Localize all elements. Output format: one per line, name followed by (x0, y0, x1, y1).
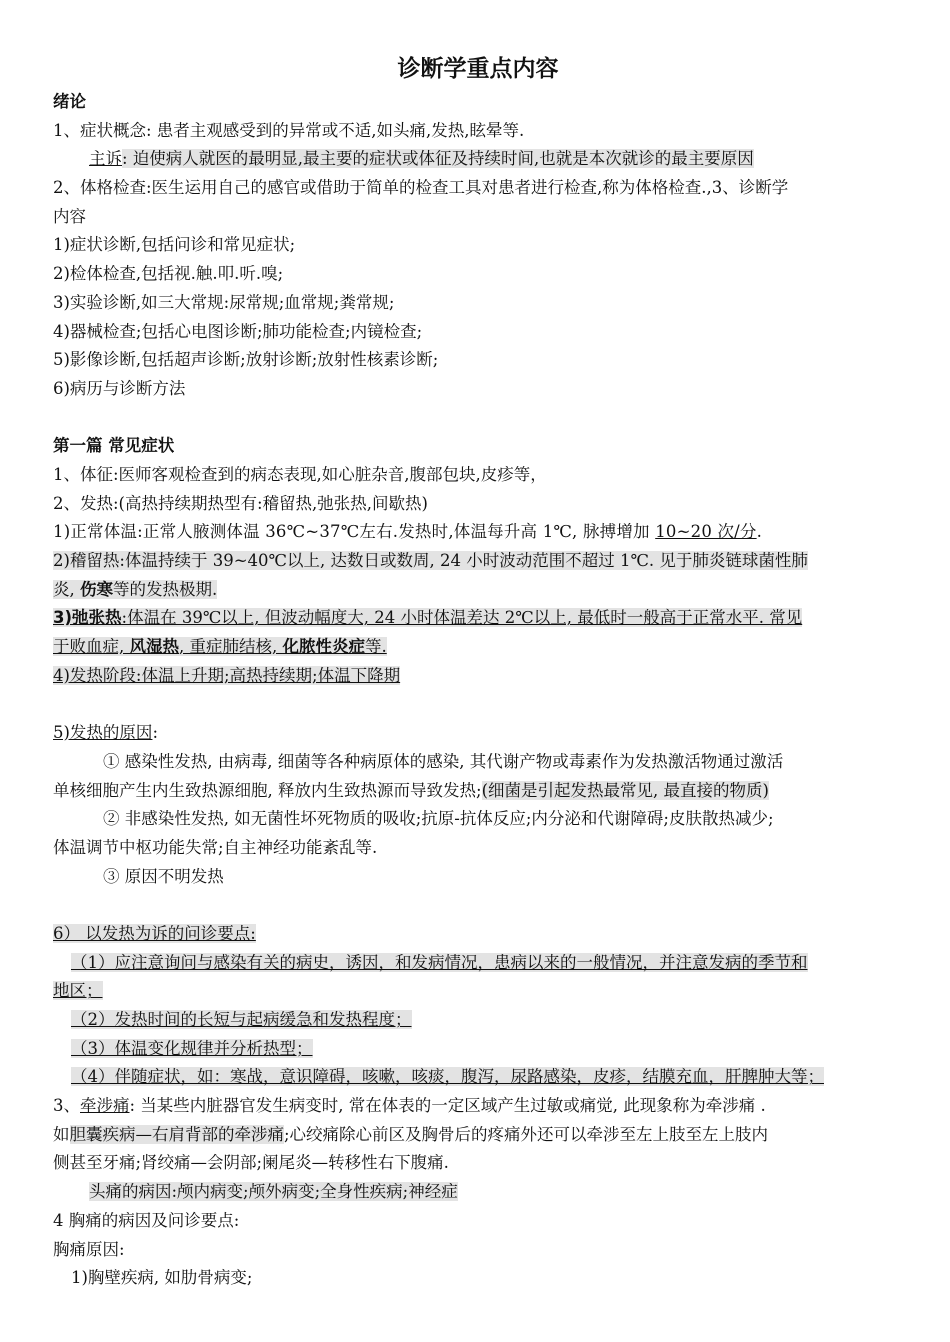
spacer (53, 690, 903, 719)
paragraph-headache-causes (53, 1178, 903, 1207)
paragraph-noninfectious-fever-cont: 体温调节中枢功能失常;自主神经功能紊乱等. (53, 837, 378, 857)
inquiry-point-1-cont (53, 977, 903, 1006)
remittent-fever-cont (53, 637, 387, 656)
inquiry-points-heading: 6） 以发热为诉的问诊要点: (53, 923, 256, 943)
inquiry-point-2 (53, 1006, 903, 1035)
paragraph-continued-fever (53, 547, 903, 576)
spacer (53, 891, 903, 920)
paragraph-referred-pain (53, 1092, 903, 1121)
paragraph-chest-pain: 4 胸痛的病因及问诊要点: (53, 1210, 240, 1230)
text-segment: 等. (364, 637, 387, 657)
list-item: 3)实验诊断,如三大常规:尿常规;血常规;粪常规; (53, 292, 395, 312)
paragraph-fever: 2、发热:(高热持续期热型有:稽留热,弛张热,间歇热) (53, 493, 428, 513)
paragraph-physical-exam: 2、体格检查:医生运用自己的感官或借助于简单的检查工具对患者进行检查,称为体格检查.,3、诊断学 (53, 178, 789, 198)
text-segment: , 重症肺结核, (179, 637, 283, 657)
paragraph-fever-causes (53, 719, 903, 748)
paragraph-physical-exam-cont: 内容 (53, 206, 86, 226)
term-chief-complaint: 主诉 (89, 149, 122, 169)
term-remittent-fever: 3)弛张热 (53, 608, 122, 628)
gallbladder-example: 胆囊疾病—右肩背部的牵涉痛 (69, 1124, 284, 1144)
inquiry-point-3 (53, 1035, 903, 1064)
paragraph-infectious-fever: ① 感染性发热, 由病毒, 细菌等各种病原体的感染, 其代谢产物或毒素作为发热激活物通过激活 (103, 751, 784, 771)
paragraph-remittent-fever (53, 604, 903, 633)
text-segment: 如 (53, 1124, 70, 1144)
paragraph-remittent-fever-cont (53, 633, 903, 662)
fever-causes-heading: 5)发热的原因 (53, 723, 153, 743)
inquiry-point-text: （1）应注意询问与感染有关的病史，诱因，和发病情况，患病以来的一般情况，并注意发病的季节和 (71, 952, 808, 972)
paragraph-fever-stages (53, 662, 903, 691)
paragraph-continued-fever-cont (53, 576, 903, 605)
paragraph-inquiry-points (53, 920, 903, 949)
paragraph-referred-pain-cont (53, 1121, 903, 1150)
text-segment: 于败血症, (53, 637, 130, 657)
list-item: 5)影像诊断,包括超声诊断;放射诊断;放射性核素诊断; (53, 350, 439, 370)
spacer (53, 404, 903, 433)
paragraph-chest-pain-causes: 胸痛原因: (53, 1239, 125, 1259)
bacteria-note: (细菌是引起发热最常见, 最直接的物质) (481, 780, 769, 800)
inquiry-point-text: 地区； (53, 981, 103, 1001)
section-heading-part1: 第一篇 常见症状 (53, 436, 175, 456)
remittent-fever-text (53, 608, 802, 627)
inquiry-point-1 (53, 949, 903, 978)
colon: : (152, 723, 158, 743)
paragraph-noninfectious-fever: ② 非感染性发热, 如无菌性坏死物质的吸收;抗原-抗体反应;内分泌和代谢障碍;皮肤散热减少; (103, 809, 774, 829)
text-segment: : 当某些内脏器官发生病变时, 常在体表的一定区域产生过敏或痛觉, 此现象称为牵涉痛 . (129, 1096, 766, 1116)
term-typhoid: 伤寒 (80, 579, 113, 599)
period: . (756, 522, 763, 542)
paragraph-referred-pain-cont2: 侧甚至牙痛;肾绞痛—会阴部;阑尾炎—转移性右下腹痛. (53, 1153, 449, 1173)
term-suppurative-inflammation: 化脓性炎症 (282, 637, 365, 657)
pulse-increase: 10~20 次/分 (655, 522, 757, 542)
text-segment: 炎, (53, 579, 80, 599)
term-referred-pain: 牵涉痛 (80, 1096, 130, 1116)
fever-stages-text: 4)发热阶段:体温上升期;高热持续期;体温下降期 (53, 665, 401, 685)
paragraph-chief-complaint (53, 145, 903, 174)
paragraph-normal-temp (53, 518, 903, 547)
inquiry-point-text: （3）体温变化规律并分析热型； (71, 1038, 313, 1058)
text-segment: 3、 (53, 1096, 80, 1116)
term-rheumatic-fever: 风湿热 (129, 637, 179, 657)
document-page (53, 52, 903, 1293)
chief-complaint-definition: : 迫使病人就医的最明显,最主要的症状或体征及持续时间,也就是本次就诊的最主要原因 (122, 149, 754, 169)
list-item: 6)病历与诊断方法 (53, 378, 186, 398)
text-segment: 等的发热极期. (113, 579, 218, 599)
list-item: 1)症状诊断,包括问诊和常见症状; (53, 235, 296, 255)
list-item: 1)胸壁疾病, 如肋骨病变; (71, 1268, 253, 1288)
paragraph-infectious-fever-cont (53, 777, 903, 806)
normal-temp-text: 1)正常体温:正常人腋测体温 36℃~37℃左右.发热时,体温每升高 1℃, 脉搏增加 (53, 522, 656, 542)
continued-fever-text: 2)稽留热:体温持续于 39~40℃以上, 达数日或数周, 24 小时波动范围不超过 1℃. 见于肺炎链球菌性肺 (53, 551, 808, 570)
text-segment: 单核细胞产生内生致热源细胞, 释放内生致热源而导致发热; (53, 780, 482, 800)
list-item: 4)器械检查;包括心电图诊断;肺功能检查;内镜检查; (53, 321, 423, 341)
continued-fever-cont (53, 580, 217, 599)
text-segment: ;心绞痛除心前区及胸骨后的疼痛外还可以牵涉至左上肢至左上肢内 (284, 1124, 769, 1144)
paragraph-sign: 1、体征:医师客观检查到的病态表现,如心脏杂音,腹部包块,皮疹等， (53, 464, 547, 484)
paragraph-symptom-concept: 1、症状概念: 患者主观感受到的异常或不适,如头痛,发热,眩晕等. (53, 120, 525, 140)
inquiry-point-4 (53, 1063, 903, 1092)
page-title: 诊断学重点内容 (397, 56, 559, 82)
section-heading-intro: 绪论 (53, 92, 86, 111)
inquiry-point-text: （4）伴随症状，如：寒战，意识障碍，咳嗽，咳痰，腹泻，尿路感染，皮疹，结膜充血，肝脾肿大等； (71, 1067, 824, 1087)
paragraph-unknown-fever: ③ 原因不明发热 (103, 866, 224, 886)
headache-causes-text: 头痛的病因:颅内病变;颅外病变;全身性疾病;神经症 (89, 1182, 458, 1202)
inquiry-point-text: （2）发热时间的长短与起病缓急和发热程度； (71, 1010, 412, 1029)
list-item: 2)检体检查,包括视.触.叩.听.嗅; (53, 264, 284, 284)
text-segment: :体温在 39℃以上, 但波动幅度大, 24 小时体温差达 2℃以上, 最低时一般高于正常水平. 常见 (121, 608, 803, 628)
